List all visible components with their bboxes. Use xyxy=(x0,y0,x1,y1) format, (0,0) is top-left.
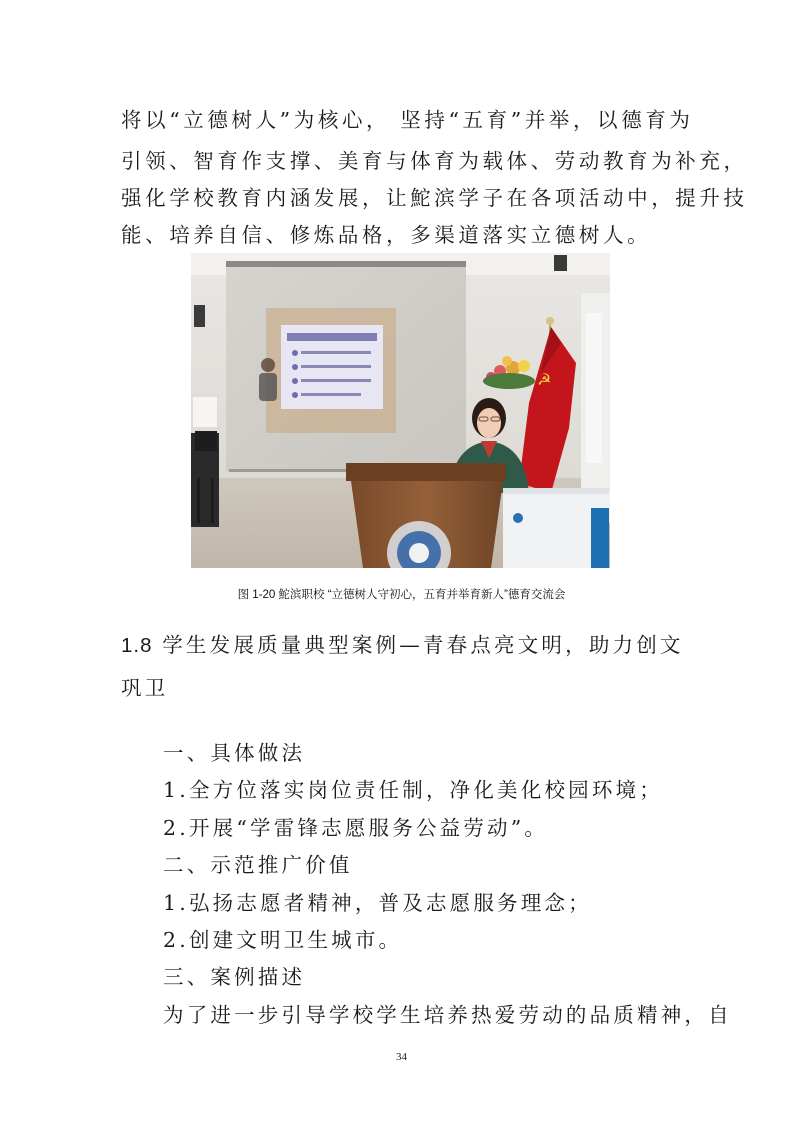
seminar-photo xyxy=(191,253,610,568)
list-item: 1.弘扬志愿者精神，普及志愿服务理念； xyxy=(163,891,592,915)
paragraph-line: 引领、智育作支撑、美育与体育为载体、劳动教育为补充， xyxy=(121,149,748,173)
section-title-line2: 巩卫 xyxy=(121,676,169,700)
list-item: 1.全方位落实岗位责任制，净化美化校园环境； xyxy=(163,778,663,802)
paragraph-line: 将以“立德树人”为核心， 坚持“五育”并举，以德育为 xyxy=(121,108,694,132)
figure-caption: 图 1-20 鮀滨职校 “立德树人守初心，五育并举育新人”德育交流会 xyxy=(237,589,566,601)
section-title-line1: 学生发展质量典型案例—青春点亮文明，助力创文 xyxy=(162,633,684,657)
paragraph-line: 为了进一步引导学校学生培养热爱劳动的品质精神，自 xyxy=(163,1003,732,1027)
list-item: 2.创建文明卫生城市。 xyxy=(163,928,403,952)
subheading: 三、案例描述 xyxy=(163,965,306,989)
section-number: 1.8 xyxy=(121,634,153,657)
section-heading xyxy=(121,635,684,657)
paragraph-line: 强化学校教育内涵发展，让鮀滨学子在各项活动中，提升技 xyxy=(121,186,748,210)
list-item: 2.开展“学雷锋志愿服务公益劳动”。 xyxy=(163,816,549,840)
subheading: 二、示范推广价值 xyxy=(163,853,353,877)
svg-text:☭: ☭ xyxy=(537,370,552,389)
subheading: 一、具体做法 xyxy=(163,741,306,765)
page-number: 34 xyxy=(396,1051,407,1063)
paragraph-line: 能、培养自信、修炼品格，多渠道落实立德树人。 xyxy=(121,223,652,247)
